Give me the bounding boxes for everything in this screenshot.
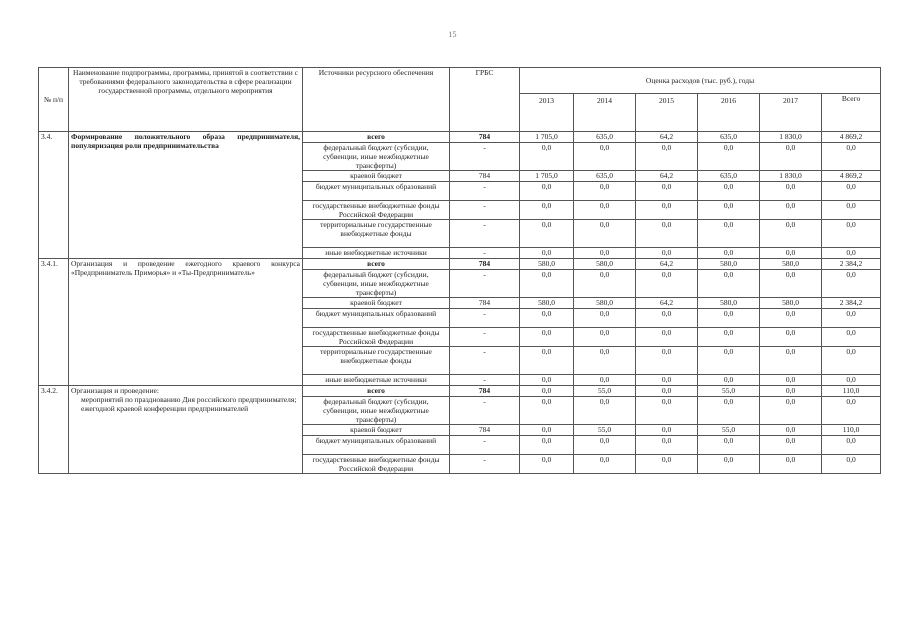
value-cell: 0,0 xyxy=(574,397,636,425)
grbs-cell: - xyxy=(450,375,520,386)
source-cell: краевой бюджет xyxy=(303,171,450,182)
value-cell: 0,0 xyxy=(698,347,760,375)
value-cell: 0,0 xyxy=(520,248,574,259)
value-cell: 64,2 xyxy=(636,132,698,143)
header-total: Всего xyxy=(822,94,881,132)
table-row xyxy=(39,132,881,143)
grbs-cell: 784 xyxy=(450,259,520,270)
source-cell: государственные внебюджетные фонды Российской Федерации xyxy=(303,455,450,474)
total-cell: 0,0 xyxy=(822,270,881,298)
header-name: Наименование подпрограммы, программы, принятой в соответствии с требованиями федерального законодательства в сфере реализации государственной программы, отдельного мероприятия xyxy=(69,68,303,132)
value-cell: 580,0 xyxy=(760,259,822,270)
source-cell: бюджет муниципальных образований xyxy=(303,436,450,455)
header-year: 2013 xyxy=(520,94,574,132)
value-cell: 0,0 xyxy=(698,309,760,328)
value-cell: 1 705,0 xyxy=(520,132,574,143)
value-cell: 0,0 xyxy=(760,182,822,201)
value-cell: 0,0 xyxy=(760,248,822,259)
row-name-line: мероприятий по празднованию Дня российского предпринимателя; xyxy=(81,395,297,404)
value-cell: 0,0 xyxy=(698,182,760,201)
value-cell: 580,0 xyxy=(760,298,822,309)
total-cell: 0,0 xyxy=(822,309,881,328)
grbs-cell: - xyxy=(450,248,520,259)
source-cell: всего xyxy=(303,259,450,270)
value-cell: 0,0 xyxy=(760,425,822,436)
grbs-cell: 784 xyxy=(450,132,520,143)
total-cell: 0,0 xyxy=(822,347,881,375)
value-cell: 64,2 xyxy=(636,298,698,309)
row-code: 3.4.1. xyxy=(39,259,69,386)
value-cell: 0,0 xyxy=(520,425,574,436)
source-cell: краевой бюджет xyxy=(303,298,450,309)
value-cell: 0,0 xyxy=(520,182,574,201)
grbs-cell: - xyxy=(450,143,520,171)
value-cell: 580,0 xyxy=(698,259,760,270)
value-cell: 64,2 xyxy=(636,171,698,182)
total-cell: 0,0 xyxy=(822,455,881,474)
row-code: 3.4. xyxy=(39,132,69,259)
header-year: 2015 xyxy=(636,94,698,132)
grbs-cell: 784 xyxy=(450,298,520,309)
value-cell: 0,0 xyxy=(698,220,760,248)
grbs-cell: - xyxy=(450,328,520,347)
value-cell: 0,0 xyxy=(574,182,636,201)
grbs-cell: - xyxy=(450,220,520,248)
total-cell: 2 384,2 xyxy=(822,259,881,270)
value-cell: 0,0 xyxy=(520,397,574,425)
value-cell: 0,0 xyxy=(760,201,822,220)
grbs-cell: - xyxy=(450,182,520,201)
value-cell: 0,0 xyxy=(574,436,636,455)
grbs-cell: - xyxy=(450,201,520,220)
value-cell: 0,0 xyxy=(760,436,822,455)
value-cell: 580,0 xyxy=(520,298,574,309)
grbs-cell: - xyxy=(450,436,520,455)
value-cell: 0,0 xyxy=(760,220,822,248)
value-cell: 0,0 xyxy=(760,347,822,375)
total-cell: 0,0 xyxy=(822,375,881,386)
value-cell: 580,0 xyxy=(574,259,636,270)
value-cell: 580,0 xyxy=(520,259,574,270)
total-cell: 0,0 xyxy=(822,248,881,259)
value-cell: 0,0 xyxy=(574,201,636,220)
grbs-cell: - xyxy=(450,455,520,474)
value-cell: 0,0 xyxy=(636,397,698,425)
source-cell: краевой бюджет xyxy=(303,425,450,436)
row-code: 3.4.2. xyxy=(39,386,69,474)
table-header xyxy=(39,68,881,132)
value-cell: 0,0 xyxy=(760,328,822,347)
value-cell: 580,0 xyxy=(574,298,636,309)
value-cell: 0,0 xyxy=(698,143,760,171)
value-cell: 635,0 xyxy=(574,132,636,143)
total-cell: 2 384,2 xyxy=(822,298,881,309)
value-cell: 0,0 xyxy=(520,220,574,248)
value-cell: 0,0 xyxy=(698,455,760,474)
value-cell: 0,0 xyxy=(760,386,822,397)
grbs-cell: - xyxy=(450,309,520,328)
value-cell: 0,0 xyxy=(574,248,636,259)
total-cell: 0,0 xyxy=(822,143,881,171)
value-cell: 0,0 xyxy=(520,386,574,397)
value-cell: 0,0 xyxy=(636,436,698,455)
value-cell: 1 830,0 xyxy=(760,132,822,143)
value-cell: 0,0 xyxy=(698,328,760,347)
value-cell: 635,0 xyxy=(698,171,760,182)
value-cell: 0,0 xyxy=(636,201,698,220)
grbs-cell: 784 xyxy=(450,386,520,397)
source-cell: бюджет муниципальных образований xyxy=(303,309,450,328)
value-cell: 0,0 xyxy=(760,375,822,386)
grbs-cell: - xyxy=(450,347,520,375)
value-cell: 0,0 xyxy=(636,270,698,298)
value-cell: 0,0 xyxy=(520,347,574,375)
value-cell: 0,0 xyxy=(698,248,760,259)
value-cell: 0,0 xyxy=(520,201,574,220)
value-cell: 0,0 xyxy=(520,375,574,386)
value-cell: 0,0 xyxy=(760,309,822,328)
value-cell: 0,0 xyxy=(636,425,698,436)
source-cell: государственные внебюджетные фонды Российской Федерации xyxy=(303,201,450,220)
value-cell: 0,0 xyxy=(636,375,698,386)
total-cell: 0,0 xyxy=(822,201,881,220)
source-cell: иные внебюджетные источники xyxy=(303,375,450,386)
value-cell: 55,0 xyxy=(574,425,636,436)
value-cell: 635,0 xyxy=(698,132,760,143)
source-cell: территориальные государственные внебюджетные фонды xyxy=(303,220,450,248)
value-cell: 0,0 xyxy=(520,270,574,298)
source-cell: всего xyxy=(303,132,450,143)
value-cell: 0,0 xyxy=(636,386,698,397)
row-name-line: ежегодной краевой конференции предпринимателей xyxy=(81,404,249,413)
row-name-line: Организация и проведение: xyxy=(71,386,159,395)
row-name: Организация и проведение ежегодного краевого конкурса «Предприниматель Приморья» и «Ты-Предприниматель» xyxy=(69,259,303,386)
value-cell: 0,0 xyxy=(698,201,760,220)
total-cell: 0,0 xyxy=(822,397,881,425)
value-cell: 0,0 xyxy=(520,436,574,455)
grbs-cell: 784 xyxy=(450,425,520,436)
source-cell: всего xyxy=(303,386,450,397)
total-cell: 0,0 xyxy=(822,220,881,248)
value-cell: 1 830,0 xyxy=(760,171,822,182)
value-cell: 55,0 xyxy=(698,425,760,436)
value-cell: 0,0 xyxy=(574,455,636,474)
page-number: 15 xyxy=(448,30,457,39)
value-cell: 0,0 xyxy=(574,270,636,298)
value-cell: 0,0 xyxy=(574,347,636,375)
total-cell: 0,0 xyxy=(822,328,881,347)
value-cell: 635,0 xyxy=(574,171,636,182)
table-row xyxy=(39,386,881,397)
value-cell: 0,0 xyxy=(636,309,698,328)
total-cell: 110,0 xyxy=(822,386,881,397)
value-cell: 0,0 xyxy=(760,455,822,474)
header-year: 2016 xyxy=(698,94,760,132)
value-cell: 0,0 xyxy=(520,143,574,171)
value-cell: 0,0 xyxy=(760,143,822,171)
source-cell: федеральный бюджет (субсидии, субвенции, иные межбюджетные трансферты) xyxy=(303,397,450,425)
value-cell: 0,0 xyxy=(698,375,760,386)
value-cell: 0,0 xyxy=(520,328,574,347)
value-cell: 1 705,0 xyxy=(520,171,574,182)
total-cell: 4 869,2 xyxy=(822,132,881,143)
value-cell: 0,0 xyxy=(636,328,698,347)
value-cell: 0,0 xyxy=(698,397,760,425)
value-cell: 55,0 xyxy=(698,386,760,397)
budget-table xyxy=(38,67,881,474)
value-cell: 0,0 xyxy=(698,270,760,298)
header-source: Источники ресурсного обеспечения xyxy=(303,68,450,132)
grbs-cell: - xyxy=(450,397,520,425)
source-cell: государственные внебюджетные фонды Российской Федерации xyxy=(303,328,450,347)
value-cell: 580,0 xyxy=(698,298,760,309)
source-cell: федеральный бюджет (субсидии, субвенции, иные межбюджетные трансферты) xyxy=(303,270,450,298)
value-cell: 0,0 xyxy=(636,347,698,375)
value-cell: 0,0 xyxy=(520,455,574,474)
value-cell: 55,0 xyxy=(574,386,636,397)
header-year: 2014 xyxy=(574,94,636,132)
header-num: № п/п xyxy=(39,68,69,132)
total-cell: 0,0 xyxy=(822,182,881,201)
value-cell: 0,0 xyxy=(574,220,636,248)
total-cell: 0,0 xyxy=(822,436,881,455)
value-cell: 0,0 xyxy=(520,309,574,328)
header-estimate: Оценка расходов (тыс. руб.), годы xyxy=(520,68,881,94)
source-cell: территориальные государственные внебюджетные фонды xyxy=(303,347,450,375)
header-year: 2017 xyxy=(760,94,822,132)
source-cell: иные внебюджетные источники xyxy=(303,248,450,259)
value-cell: 0,0 xyxy=(574,375,636,386)
table-body xyxy=(39,132,881,474)
value-cell: 0,0 xyxy=(636,220,698,248)
total-cell: 4 869,2 xyxy=(822,171,881,182)
value-cell: 0,0 xyxy=(574,328,636,347)
value-cell: 0,0 xyxy=(760,397,822,425)
value-cell: 0,0 xyxy=(574,309,636,328)
grbs-cell: - xyxy=(450,270,520,298)
value-cell: 0,0 xyxy=(636,143,698,171)
grbs-cell: 784 xyxy=(450,171,520,182)
table-row xyxy=(39,259,881,270)
source-cell: федеральный бюджет (субсидии, субвенции, иные межбюджетные трансферты) xyxy=(303,143,450,171)
value-cell: 0,0 xyxy=(636,248,698,259)
row-name xyxy=(69,386,303,474)
value-cell: 64,2 xyxy=(636,259,698,270)
row-name: Формирование положительного образа предпринимателя, популяризация роли предпринимательства xyxy=(69,132,303,259)
value-cell: 0,0 xyxy=(636,455,698,474)
value-cell: 0,0 xyxy=(574,143,636,171)
source-cell: бюджет муниципальных образований xyxy=(303,182,450,201)
value-cell: 0,0 xyxy=(698,436,760,455)
value-cell: 0,0 xyxy=(636,182,698,201)
total-cell: 110,0 xyxy=(822,425,881,436)
header-grbs: ГРБС xyxy=(450,68,520,132)
value-cell: 0,0 xyxy=(760,270,822,298)
